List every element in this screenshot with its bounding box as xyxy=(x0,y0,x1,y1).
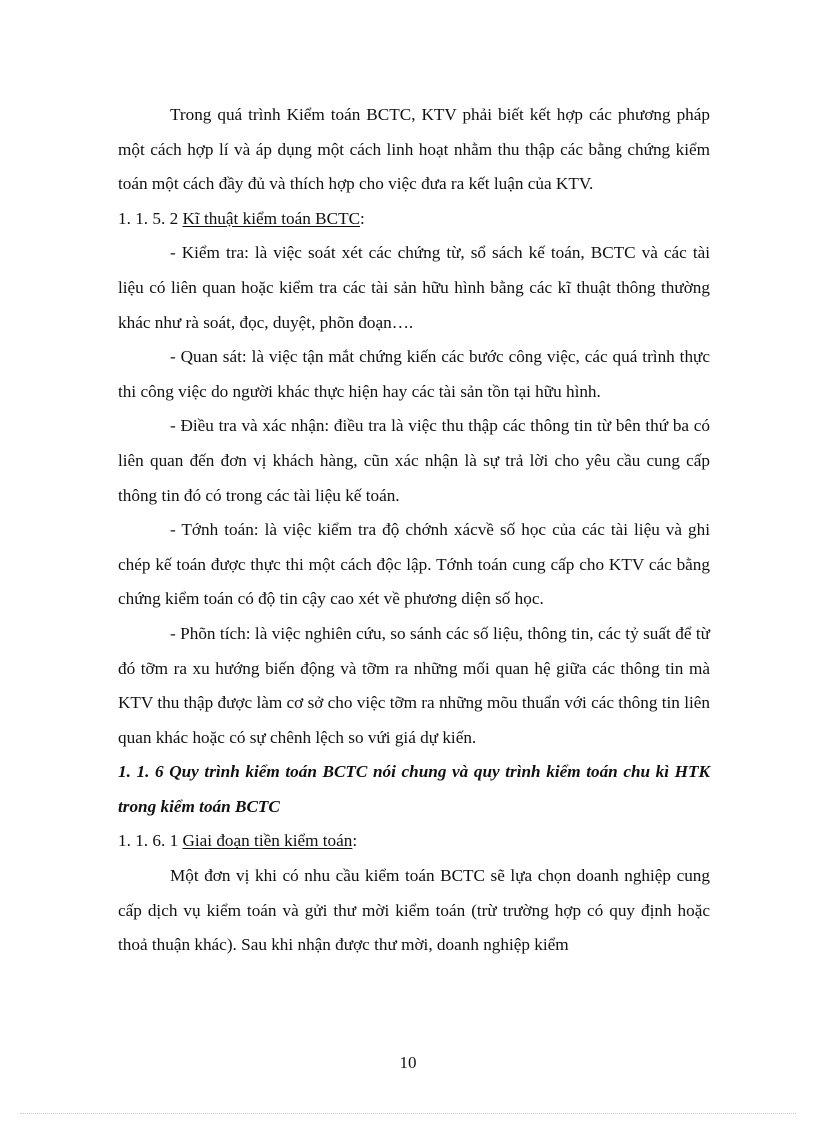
paragraph-tinh-toan: - Tớnh toán: là việc kiểm tra độ chớnh xácvề số học của các tài liệu và ghi chép kế toán được thực thi một cách độc lập. Tớnh toán cung cấp cho KTV các bằng chứng kiểm toán có độ tin cậy cao xét về phương diện số học. xyxy=(118,520,710,609)
section-title: Giai đoạn tiền kiểm toán xyxy=(182,831,353,851)
paragraph-giai-doan: Một đơn vị khi có nhu cầu kiểm toán BCTC sẽ lựa chọn doanh nghiệp cung cấp dịch vụ kiểm toán và gửi thư mời kiểm toán (trừ trường hợp có quy định hoặc thoả thuận khác). Sau khi nhận được thư mời, doanh nghiệp kiểm xyxy=(118,866,710,955)
section-heading-116: 1. 1. 6 Quy trình kiểm toán BCTC nói chung và quy trình kiểm toán chu kì HTK trong kiểm toán BCTC xyxy=(118,762,710,816)
paragraph-dieu-tra: - Điều tra và xác nhận: điều tra là việc thu thập các thông tin từ bên thứ ba có liên quan đến đơn vị khách hàng, cũn xác nhận là sự trả lời cho yêu cầu cung cấp thông tin đó có trong các tài liệu kế toán. xyxy=(118,416,710,505)
section-title: Kĩ thuật kiểm toán BCTC xyxy=(182,208,361,228)
section-number: 1. 1. 5. 2 xyxy=(118,208,183,228)
page-number: 10 xyxy=(399,1053,417,1072)
section-number: 1. 1. 6. 1 xyxy=(118,831,183,851)
paragraph-phan-tich: - Phõn tích: là việc nghiên cứu, so sánh các số liệu, thông tin, các tỷ suất để từ đó tỡm ra xu hướng biến động và tỡm ra những mối quan hệ giữa các thông tin mà KTV thu thập được làm cơ sở cho việc tỡm ra những mõu thuẩn với các thông tin liên quan khác hoặc có sự chênh lệch so vứi giá dự kiến. xyxy=(118,623,710,747)
paragraph-intro: Trong quá trình Kiểm toán BCTC, KTV phải biết kết hợp các phương pháp một cách hợp lí và áp dụng một cách linh hoạt nhằm thu thập các bằng chứng kiểm toán một cách đầy đủ và thích hợp cho việc đưa ra kết luận của KTV. xyxy=(118,105,710,194)
footer-divider xyxy=(20,1113,796,1114)
paragraph-quan-sat: - Quan sát: là việc tận mắt chứng kiến các bước công việc, các quá trình thực thi công việc do người khác thực hiện hay các tài sản tồn tại hữu hình. xyxy=(118,347,710,401)
section-colon: : xyxy=(352,831,358,851)
paragraph-kiem-tra: - Kiểm tra: là việc soát xét các chứng từ, sổ sách kế toán, BCTC và các tài liệu có liên quan hoặc kiểm tra các tài sản hữu hình bằng các kĩ thuật thông thường khác như rà soát, đọc, duyệt, phõn đoạn…. xyxy=(118,243,710,332)
page-body xyxy=(118,98,710,963)
section-heading-1152 xyxy=(118,202,710,237)
section-heading-1161 xyxy=(118,824,710,859)
section-colon: : xyxy=(360,208,365,228)
